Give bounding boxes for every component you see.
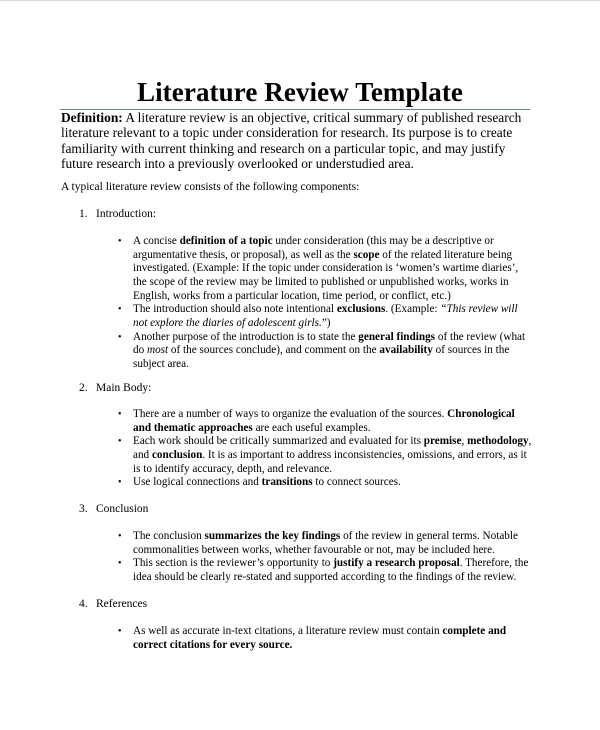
document-title: Literature Review Template [136,77,464,107]
text-run: . It is as important to address inconsistencies, omissions, and errors, as it is to identify accuracy, depth, and relevance. [133,448,527,475]
bullet-icon: • [118,409,122,420]
components-intro: A typical literature review consists of the following components: [61,181,360,193]
definition-text: A literature review is an objective, critical summary of published research literature relevant to a topic under consideration for research. Its purpose is to create familiarity with current thinking and research on a particular topic, and may justify future research into a previously overlooked or understudied area. [61,110,522,172]
section-heading-conclusion [79,502,148,516]
bullet-icon: • [118,626,122,637]
bold-term: availability [379,344,433,357]
conclusion-bullet-list [0,530,533,585]
bullet-icon: • [118,531,122,542]
section-heading-introduction [79,207,156,221]
section-number: 3. [79,503,88,515]
list-item [0,235,533,303]
text-run: As well as accurate in-text citations, a literature review must contain [133,625,443,637]
text-run: . (Example: [385,303,441,316]
text-run: of the review in general terms. Notable commonalities between works, whether favourable or not, may be included here. [133,530,518,556]
bold-term: definition of a topic [179,235,273,247]
text-run: Use logical connections and [133,476,262,489]
text-run: are each useful examples. [252,421,371,434]
bold-term: justify a research proposal [333,557,460,570]
text-run: The introduction should also note intentional [133,303,337,316]
section-number: 1. [79,208,88,220]
list-item [0,625,533,652]
text-run: There are a number of ways to organize the evaluation of the sources. [133,408,448,420]
text-run: Each work should be critically summarized and evaluated for its [133,435,424,448]
list-item [0,331,533,372]
bullet-icon: • [118,331,122,343]
text-run: , [461,435,468,448]
text-run: of the related literature being investigated. (Example: If the topic under consideration is ‘women’s wartime diaries’, the scope of the review may be limited to published or unpublished works, works in English, works from a particular location, time period, or conflict, etc.) [133,248,519,302]
text-run: A concise [133,235,180,247]
bold-term: exclusions [336,303,386,316]
text-run: This section is the reviewer’s opportunity to [133,557,334,570]
text-run: The conclusion [133,530,205,542]
bold-term: transitions [261,476,313,489]
bold-term: methodology [467,435,529,448]
bullet-icon: • [118,304,122,316]
references-bullet-list [0,625,533,652]
bullet-icon: • [118,236,122,247]
list-item [0,303,533,330]
introduction-bullet-list [0,235,533,372]
text-run: of the review (what do [133,330,526,357]
bullet-icon: • [118,477,122,489]
text-run: of the sources conclude), and comment on the [168,344,380,357]
bold-term: general findings [358,330,436,343]
section-heading-main-body [79,381,151,395]
text-run: to connect sources. [312,476,401,489]
definition-label: Definition: [61,110,123,125]
italic-example: “This review will not explore the diaries of adolescent girls. [133,303,518,329]
text-run: ”) [321,316,331,329]
bold-term: scope [353,248,380,261]
section-title: Main Body: [96,382,152,394]
definition-paragraph [61,110,531,172]
section-heading-references [79,597,147,611]
text-run: of sources in the subject area. [133,344,510,370]
bullet-icon: • [118,558,122,570]
section-title: Conclusion [96,503,149,515]
text-run: . Therefore, the idea should be clearly re-stated and supported according to the findings of the review. [133,557,529,583]
bold-term: complete and correct citations for every source. [133,625,507,651]
list-item [0,557,533,584]
list-item [0,408,533,435]
list-item [0,476,533,490]
section-number: 4. [79,598,88,610]
bullet-icon: • [118,436,122,448]
text-run: under consideration (this may be a descriptive or argumentative thesis, or proposal), as well as the [133,235,494,261]
main-body-bullet-list [0,408,533,490]
list-item [0,530,533,557]
section-title: Introduction: [96,208,157,220]
bold-term: summarizes the key findings [204,530,341,542]
italic-word: most [146,344,169,357]
section-title: References [96,598,148,610]
bold-term: premise [423,435,462,448]
section-number: 2. [79,382,88,394]
bold-term: Chronological and thematic approaches [133,408,515,434]
text-run: Another purpose of the introduction is to state the [133,330,359,343]
text-run: , and [133,435,532,461]
list-item [0,435,533,476]
bold-term: conclusion [151,448,203,461]
